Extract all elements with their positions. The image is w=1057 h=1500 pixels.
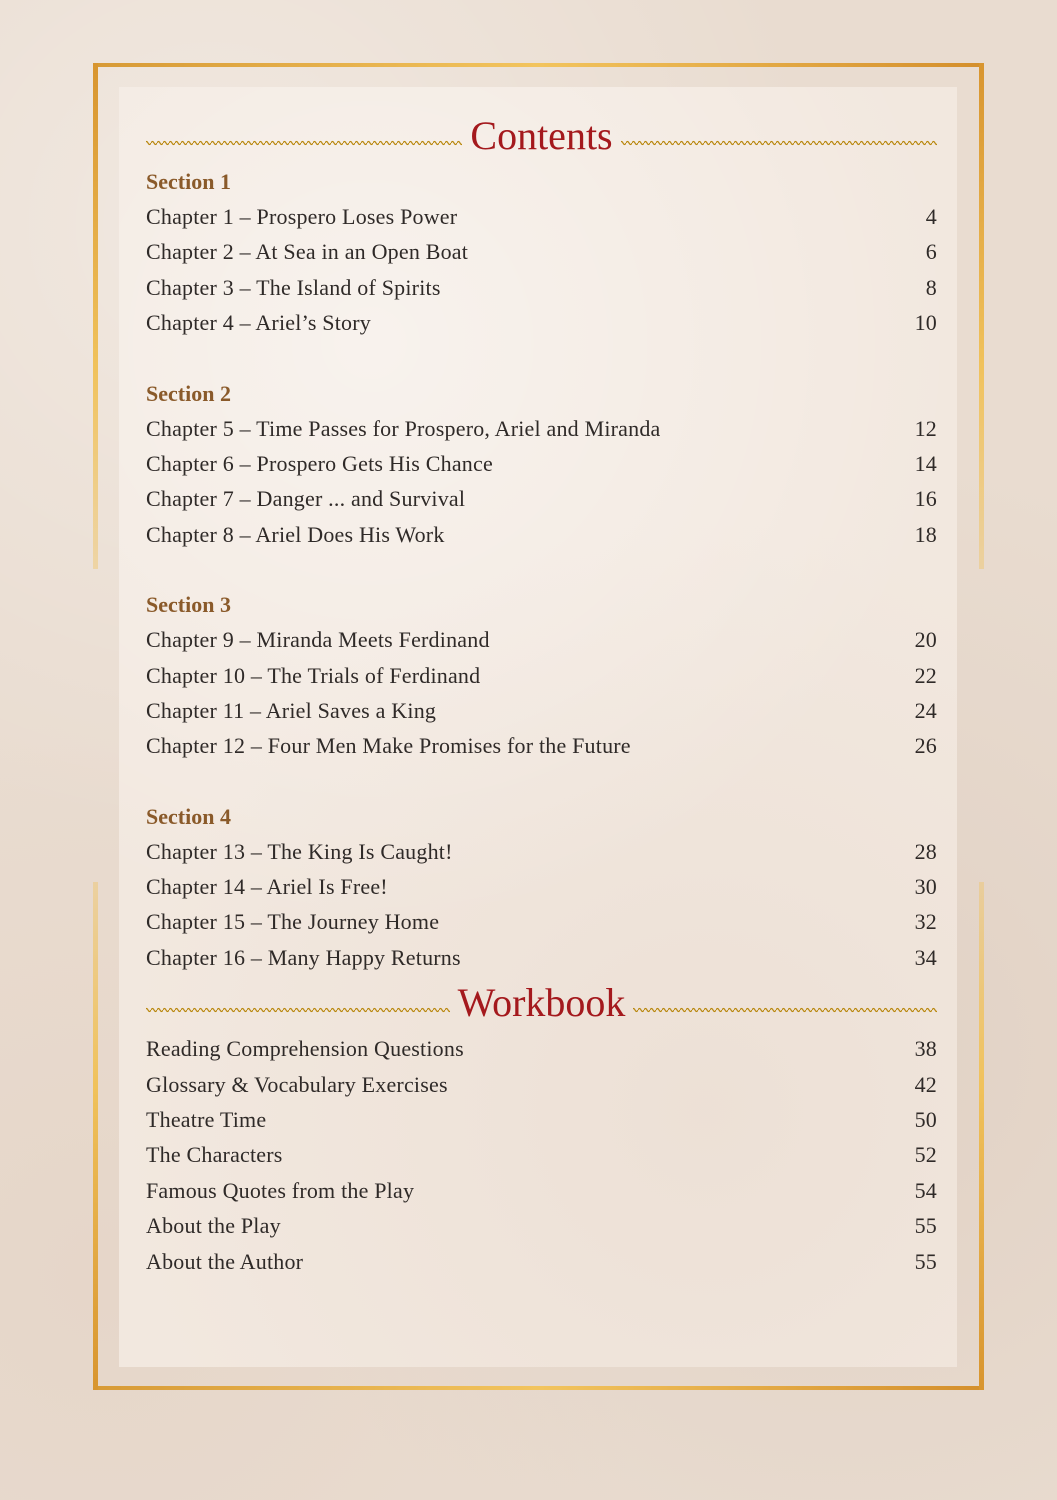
toc-entry[interactable] [146,446,937,481]
entry-label: Glossary & Vocabulary Exercises [146,1071,448,1097]
toc-entry[interactable] [146,869,937,904]
wavy-divider-right [633,1007,937,1013]
section-title: Section 2 [146,380,231,406]
workbook-heading: Workbook [457,980,626,1026]
entry-label: Chapter 2 – At Sea in an Open Boat [146,239,469,265]
entry-page: 34 [914,944,937,970]
toc-entry[interactable] [146,1031,937,1066]
entry-label: About the Play [146,1213,281,1239]
wavy-divider-right [621,140,937,146]
frame-bottom-border [93,1386,984,1390]
section-2 [146,376,937,553]
entry-page: 55 [914,1248,937,1274]
entry-page: 55 [914,1213,937,1239]
toc-entry[interactable] [146,622,937,657]
frame-top-border [93,63,984,67]
toc-entry[interactable] [146,834,937,869]
frame-left-lower-border [93,882,98,1390]
toc-entry[interactable] [146,693,937,728]
toc-entry[interactable] [146,199,937,234]
entry-page: 24 [914,697,937,723]
toc-entry[interactable] [146,1208,937,1243]
frame-left-upper-border [93,63,98,569]
entry-label: The Characters [146,1142,283,1168]
section-title: Section 1 [146,169,231,194]
entry-label: Chapter 14 – Ariel Is Free! [146,874,388,900]
entry-page: 38 [914,1036,937,1062]
entry-label: Chapter 11 – Ariel Saves a King [146,697,437,723]
entry-label: Chapter 9 – Miranda Meets Ferdinand [146,627,490,653]
entry-label: Chapter 3 – The Island of Spirits [146,274,441,300]
entry-page: 30 [914,874,937,900]
toc-entry[interactable] [146,305,937,340]
section-4 [146,799,937,976]
toc-entry[interactable] [146,728,937,763]
entry-label: Chapter 6 – Prospero Gets His Chance [146,450,493,476]
entry-label: Chapter 4 – Ariel’s Story [146,310,371,336]
table-of-contents [146,108,937,1279]
entry-label: Chapter 15 – The Journey Home [146,909,440,935]
entry-page: 26 [914,733,937,759]
entry-page: 4 [925,204,937,229]
entry-page: 18 [914,521,937,547]
entry-page: 10 [914,310,937,336]
section-3 [146,587,937,764]
entry-label: About the Author [146,1248,304,1274]
entry-label: Chapter 16 – Many Happy Returns [146,944,461,970]
wavy-divider-left [146,1007,450,1013]
contents-heading: Contents [470,113,613,158]
entry-label: Chapter 8 – Ariel Does His Work [146,521,445,547]
wavy-divider-left [146,140,462,146]
entry-label: Famous Quotes from the Play [146,1177,415,1203]
entry-label: Chapter 5 – Time Passes for Prospero, Ariel and Miranda [146,415,661,441]
entry-label: Chapter 12 – Four Men Make Promises for the Future [146,733,631,759]
toc-entry[interactable] [146,1102,937,1137]
entry-page: 50 [914,1107,937,1133]
entry-page: 6 [925,239,937,265]
entry-label: Chapter 7 – Danger ... and Survival [146,486,466,512]
entry-label: Reading Comprehension Questions [146,1036,464,1062]
section-1 [146,164,937,341]
entry-page: 22 [914,662,937,688]
entry-page: 52 [914,1142,937,1168]
toc-entry[interactable] [146,1173,937,1208]
entry-label: Theatre Time [146,1107,267,1133]
toc-entry[interactable] [146,234,937,269]
entry-page: 42 [914,1071,937,1097]
entry-label: Chapter 1 – Prospero Loses Power [146,204,458,229]
section-title: Section 3 [146,592,231,618]
entry-page: 54 [914,1177,937,1203]
toc-entry[interactable] [146,940,937,975]
contents-heading-row [146,108,937,164]
toc-entry[interactable] [146,1137,937,1172]
entry-page: 16 [914,486,937,512]
entry-page: 32 [914,909,937,935]
workbook-list [146,1031,937,1279]
section-title: Section 4 [146,803,231,829]
toc-entry[interactable] [146,1067,937,1102]
entry-label: Chapter 13 – The King Is Caught! [146,838,453,864]
toc-entry[interactable] [146,270,937,305]
toc-entry[interactable] [146,658,937,693]
entry-page: 28 [914,838,937,864]
entry-label: Chapter 10 – The Trials of Ferdinand [146,662,481,688]
frame-right-lower-border [979,882,984,1390]
toc-entry[interactable] [146,481,937,516]
entry-page: 12 [914,415,937,441]
entry-page: 14 [914,450,937,476]
entry-page: 20 [914,627,937,653]
toc-entry[interactable] [146,411,937,446]
entry-page: 8 [925,274,937,300]
toc-entry[interactable] [146,517,937,552]
toc-entry[interactable] [146,904,937,939]
workbook-heading-row [146,975,937,1031]
toc-entry[interactable] [146,1244,937,1279]
frame-right-upper-border [979,63,984,569]
